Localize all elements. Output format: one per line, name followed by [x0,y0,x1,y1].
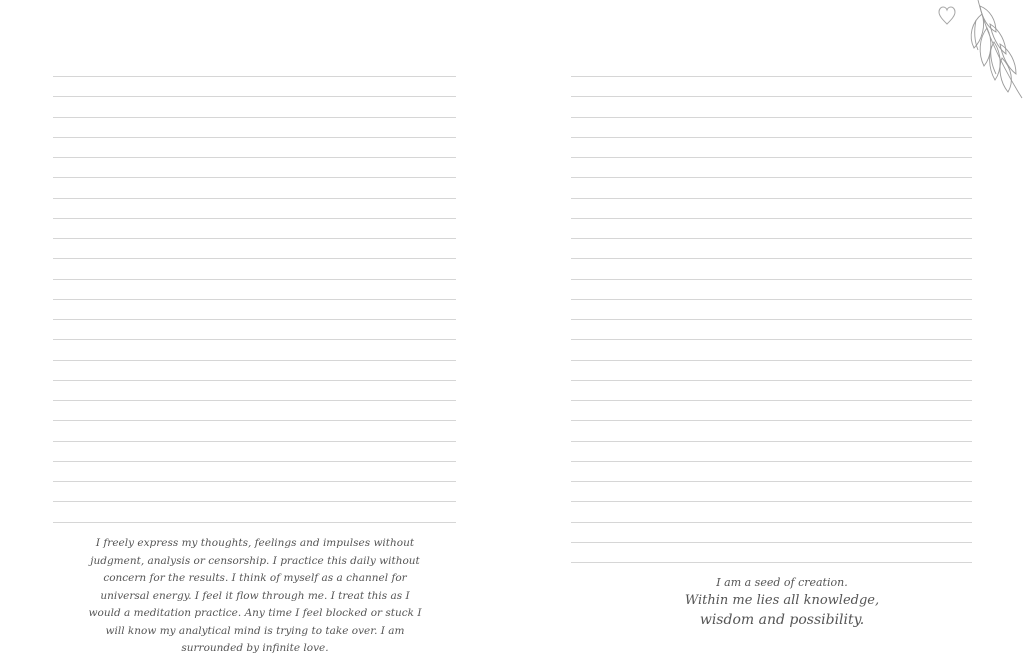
left-ruled-lines [53,76,456,523]
ruled-line [53,400,456,401]
ruled-line [53,481,456,482]
ruled-line [571,522,972,523]
ruled-line [571,299,972,300]
ruled-line [571,441,972,442]
ruled-line [53,279,456,280]
corner-decoration [932,0,1024,110]
heart-icon [939,7,955,24]
ruled-line [571,96,972,97]
ruled-line [571,360,972,361]
ruled-line [53,501,456,502]
ruled-line [53,299,456,300]
ruled-line [571,218,972,219]
ruled-line [571,461,972,462]
ruled-line [571,177,972,178]
ruled-line [53,198,456,199]
ruled-line [571,501,972,502]
affirmation-line-1: I am a seed of creation. [716,576,848,589]
ruled-line [53,522,456,523]
ruled-line [571,76,972,77]
leaf-branch-icon [971,0,1022,98]
ruled-line [571,420,972,421]
ruled-line [571,319,972,320]
ruled-line [53,218,456,219]
ruled-line [53,441,456,442]
ruled-line [571,117,972,118]
ruled-line [53,76,456,77]
ruled-line [53,420,456,421]
ruled-line [53,258,456,259]
ruled-line [571,198,972,199]
ruled-line [571,400,972,401]
ruled-line [53,380,456,381]
ruled-line [571,238,972,239]
ruled-line [571,380,972,381]
ruled-line [53,238,456,239]
ruled-line [571,137,972,138]
ruled-line [571,542,972,543]
ruled-line [571,562,972,563]
ruled-line [53,360,456,361]
ruled-line [571,258,972,259]
ruled-line [571,279,972,280]
right-journal-page [512,0,1024,670]
left-affirmation-text: I freely express my thoughts, feelings and impulses without judgment, analysis or censorship. I practice this daily without concern for the results. I think of myself as a channel for universal energy. I feel it flow through me. I treat this as I would a meditation practice. Any time I feel blocked or stuck I will know my analytical mind is trying to take over. I am surrounded by infinite love. [88,537,422,654]
affirmation-line-3: wisdom and possibility. [699,612,865,628]
ruled-line [53,157,456,158]
affirmation-line-2: Within me lies all knowledge, [684,593,880,608]
ruled-line [53,177,456,178]
ruled-line [53,319,456,320]
right-ruled-lines [571,76,972,563]
ruled-line [53,461,456,462]
ruled-line [53,137,456,138]
ruled-line [53,96,456,97]
ruled-line [53,339,456,340]
ruled-line [571,339,972,340]
ruled-line [571,481,972,482]
right-affirmation [632,574,932,630]
ruled-line [53,117,456,118]
ruled-line [571,157,972,158]
